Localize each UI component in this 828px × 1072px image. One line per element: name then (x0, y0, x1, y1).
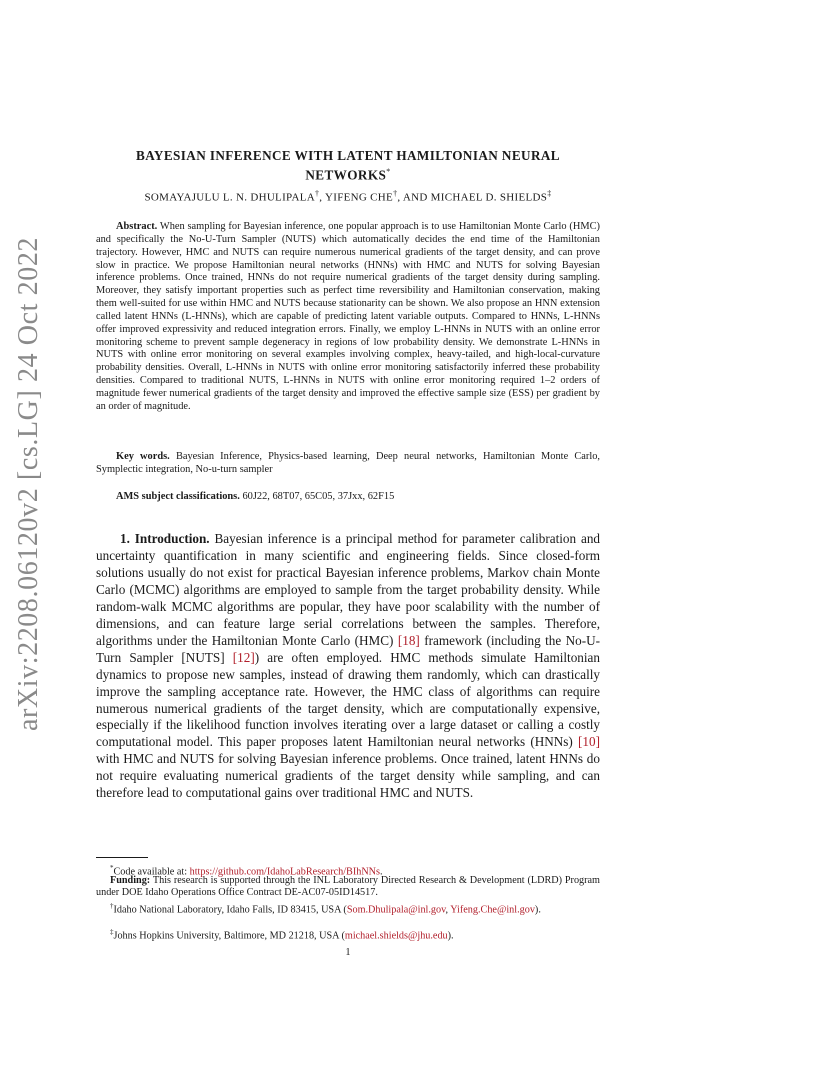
footnote-text: Johns Hopkins University, Baltimore, MD 21218, USA ( (113, 930, 345, 942)
author-name: YIFENG CHE (324, 191, 394, 204)
ams-codes: 60J22, 68T07, 65C05, 37Jxx, 62F15 (242, 491, 395, 502)
author-name: MICHAEL D. SHIELDS (430, 191, 548, 204)
citation-link[interactable]: [12] (232, 649, 255, 665)
footnote-mark: * (110, 864, 114, 872)
paper-title (96, 148, 600, 183)
footnote-jhu (96, 926, 600, 943)
email-link[interactable]: Yifeng.Che@inl.gov (450, 904, 535, 916)
footnote-mark: † (110, 902, 114, 910)
author-name: SOMAYAJULU L. N. DHULIPALA (144, 191, 315, 204)
page-number: 1 (345, 947, 351, 958)
email-link[interactable]: Som.Dhulipala@inl.gov (346, 904, 446, 916)
ams-label: AMS subject classifications. (116, 491, 240, 502)
affiliation-mark: ‡ (547, 189, 552, 198)
footnote-funding (96, 875, 600, 900)
author-list (96, 189, 600, 204)
citation-link[interactable]: [18] (397, 632, 420, 648)
abstract-label: Abstract. (116, 221, 158, 232)
citation-link[interactable]: [10] (578, 734, 600, 750)
footnote-divider (96, 857, 148, 858)
footnote-text: Code available at: (113, 866, 190, 878)
affiliation-mark: † (393, 189, 398, 198)
footnote-text: Idaho National Laboratory, Idaho Falls, ID 83415, USA ( (113, 904, 347, 916)
title-footnote-mark: * (386, 167, 391, 176)
author-separator: , AND (397, 191, 431, 204)
intro-text: Bayesian inference is a principal method for parameter calibration and uncertainty quantification in many scientific and engineering fields. Since closed-form solutions usually do not exist for practical Bayesian inference problems, Markov chain Monte Carlo (MCMC) algorithms are employed to sample from the target probability density. While random-walk MCMC algorithms are popular, they have poor scalability with the number of dimensions, and can feature large serial correlations between the samples. Therefore, algorithms under the Hamiltonian Monte Carlo (HMC) (96, 531, 601, 648)
paper-title-text: BAYESIAN INFERENCE WITH LATENT HAMILTONIAN NEURAL NETWORKS (136, 148, 560, 183)
abstract-text: When sampling for Bayesian inference, one popular approach is to use Hamiltonian Monte Carlo (HMC) and specifically the No-U-Turn Sampler (NUTS) which automatically decides the end time of the Hamiltonian trajectory. However, HMC and NUTS can require numerous numerical gradients of the target density, and can prove slow in practice. We propose Hamiltonian neural networks (HNNs) with HMC and NUTS for solving Bayesian inference problems. Once trained, HNNs do not require numerical gradients of the target density during sampling. Moreover, they satisfy important properties such as perfect time reversibility and Hamiltonian conservation, making them well-suited for use within HMC and NUTS because stationarity can be shown. We also propose an HNN extension called latent HNNs (L-HNNs), which are capable of predicting latent variable outputs. Compared to HNNs, L-HNNs offer improved expressivity and reduced integration errors. Finally, we employ L-HNNs in NUTS with an online error monitoring scheme to prevent sample degeneracy in regions of low probability density. We demonstrate L-HNNs in NUTS with online error monitoring on several examples involving complex, heavy-tailed, and high-local-curvature probability densities. Overall, L-HNNs in NUTS with online error monitoring satisfactorily inferred these probability densities. Compared to traditional NUTS, L-HNNs in NUTS with online error monitoring required 1–2 orders of magnitude fewer numerical gradients of the target density and improved the effective sample size (ESS) per gradient by an order of magnitude. (96, 221, 600, 412)
intro-text: framework (including the No-U-Turn Sampler [NUTS] (96, 632, 600, 665)
footnote-text: . (380, 866, 383, 878)
ams-classifications (96, 491, 600, 502)
arxiv-stamp (4, 236, 54, 732)
affiliation-mark: † (314, 189, 320, 198)
intro-text: ) are often employed. HMC methods simulate Hamiltonian dynamics to propose new samples, instead of drawing them randomly, which can drastically improve the sampling acceptance rate. However, the HMC class of algorithms can require numerous numerical gradients of the target density, which are computationally expensive, especially if the likelihood function involves iterating over a large dataset or calling a costly computational model. This paper proposes latent Hamiltonian neural networks (HNNs) (96, 649, 600, 750)
section-heading: 1. Introduction. (120, 531, 210, 546)
keywords (96, 451, 600, 477)
funding-text: This research is supported through the INL Laboratory Directed Research & Development (LDRD) Program under DOE Idaho Operations Office Contract DE-AC07-05ID14517. (96, 875, 600, 899)
abstract (96, 221, 600, 414)
footnote-text: ). (534, 904, 541, 916)
code-repository-link[interactable]: https://github.com/IdahoLabResearch/BIhNNs (189, 866, 381, 878)
funding-label: Funding: (110, 875, 151, 886)
email-link[interactable]: michael.shields@jhu.edu (344, 930, 448, 942)
intro-text: with HMC and NUTS for solving Bayesian inference problems. Once trained, latent HNNs do not require evaluating numerical gradients of the target density while sampling, and can therefore lead to computational gains over traditional HMC and NUTS. (96, 751, 600, 801)
keywords-text: Bayesian Inference, Physics-based learning, Deep neural networks, Hamiltonian Monte Carlo, Symplectic integration, No-u-turn sampler (96, 451, 601, 475)
footnote-text: , (445, 904, 451, 916)
footnote-text: ). (447, 930, 454, 942)
footnote-inl (96, 900, 600, 917)
keywords-label: Key words. (116, 451, 170, 462)
introduction-section (96, 531, 600, 802)
author-separator: , (319, 191, 325, 204)
footnote-mark: ‡ (110, 928, 114, 936)
arxiv-identifier: arXiv:2208.06120v2 [cs.LG] 24 Oct 2022 (13, 236, 44, 732)
